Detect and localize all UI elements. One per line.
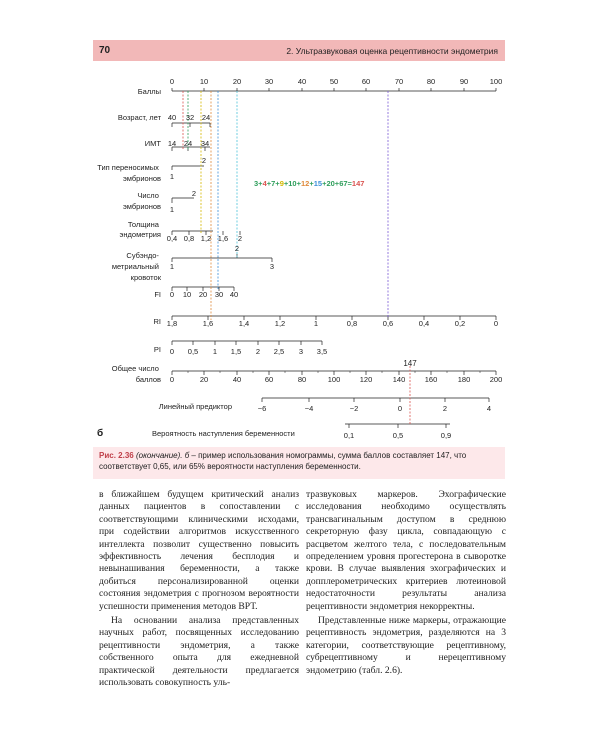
tick-label: 2 [201,156,207,165]
sum-operator: + [296,179,301,188]
body-column-left [99,489,299,690]
points-scale-ticks [172,88,496,91]
tick-label: 1,4 [238,319,250,328]
tick-label: 30 [214,290,224,299]
sum-operator: + [309,179,314,188]
tick-label: 0 [169,290,175,299]
sum-term: 20 [326,179,335,188]
tick-label: 2 [255,347,261,356]
tick-label: 3,5 [316,347,328,356]
row-label-ri: RI [153,317,161,326]
tick-label: 40 [229,290,239,299]
sum-operator: + [334,179,340,188]
tick-label: 0,8 [346,319,358,328]
tick-label: 0,1 [343,431,355,440]
row-label-age: Возраст, лет [117,113,161,122]
tick-label: 1,2 [274,319,286,328]
tick-label: 1 [169,172,175,181]
tick-label: 0,9 [440,431,452,440]
tick-label: 0,4 [166,234,178,243]
tick-label: 4 [486,404,492,413]
row-label-fi: FI [154,290,161,299]
tick-label: 180 [457,375,471,384]
figure-label: Рис. 2.36 [99,451,134,460]
sum-operator: = [347,179,352,188]
tick-label: 60 [264,375,274,384]
tick-label: 1 [169,205,175,214]
chapter-title: 2. Ультразвуковая оценка рецептивности эндометрия [286,46,498,56]
tick-label: 40 [297,77,307,86]
tick-label: 0 [493,319,499,328]
tick-label: 0,5 [187,347,199,356]
tick-label: 1,2 [200,234,212,243]
figure-caption-italic: (окончание). б [135,451,190,460]
tick-label: 2,5 [273,347,285,356]
sum-term: 12 [300,179,310,188]
paragraph: тразвуковых маркеров. Эхографические исследования необходимо осуществлять трансвагинальным доступом в среднюю секреторную фазу цикла, совпадающую с расцветом желтого тела, с последовательным определением уровня прогестерона в сыворотке крови. В случае выявления эхографических и допплерометрических критериев лютеиновой недостаточности результаты анализа рецептивности эндометрия некорректны. [306,489,506,612]
tick-label: 160 [424,375,438,384]
tick-label: 24 [201,113,211,122]
tick-label: 1,6 [217,234,229,243]
sum-term: 4 [262,179,267,188]
tick-label: 2 [191,189,197,198]
tick-label: 10 [182,290,192,299]
sum-operator: + [258,179,263,188]
tick-label: 40 [167,113,177,122]
tick-label: 80 [426,77,436,86]
tick-label: 200 [489,375,503,384]
row-label-total-points: Общее число баллов [111,364,161,384]
tick-label: 14 [167,139,177,148]
tick-label: 100 [489,77,503,86]
tick-label: 0 [397,404,403,413]
row-label-pi: PI [153,345,161,354]
tick-label: 40 [232,375,242,384]
tick-label: 50 [329,77,339,86]
row-label-points: Баллы [137,87,161,96]
tick-label: 34 [200,139,210,148]
figure-caption-text: – пример использования номограммы, сумма баллов составляет 147, что соответствует 0,65, или 65% вероятности наступления беременности. [99,451,467,471]
tick-label: 1 [169,262,175,271]
sum-operator: + [275,179,280,188]
tick-label: 20 [232,77,242,86]
paragraph: Представленные ниже маркеры, отражающие рецептивность эндометрия, разделяются на 3 категории, соответствующие рецептивному, субрецептивному и нерецептивному эндометрию (табл. 2.6). [306,615,506,676]
tick-label: 80 [297,375,307,384]
sum-total: 147 [351,179,365,188]
tick-label: 2 [442,404,448,413]
figure-caption [99,451,503,472]
sum-term: 67 [339,179,348,188]
sum-term: 15 [313,179,323,188]
tick-label: 20 [199,375,209,384]
tick-label: 120 [359,375,373,384]
sum-term: 10 [288,179,297,188]
tick-label: 100 [327,375,341,384]
sum-operator: + [266,179,272,188]
tick-label: 2 [237,234,243,243]
tick-label: 3 [269,262,275,271]
tick-label: 0,6 [382,319,394,328]
tick-label: 1,6 [202,319,214,328]
row-label-embryo-type: Тип переносимых эмбрионов [97,163,161,183]
page-number: 70 [99,45,111,56]
tick-label: −4 [304,404,314,413]
total-marker-label: 147 [403,359,417,368]
body-column-right [306,489,506,677]
row-label-probability: Вероятность наступления беременности [152,429,295,438]
row-label-linear-predictor: Линейный предиктор [158,402,232,411]
sum-term: 3 [254,179,259,188]
tick-label: 70 [394,77,404,86]
panel-letter: б [97,428,104,439]
tick-label: 0,2 [454,319,466,328]
tick-label: 1 [212,347,218,356]
tick-label: 0,4 [418,319,430,328]
tick-label: 3 [298,347,304,356]
tick-label: 1 [313,319,319,328]
tick-label: 90 [459,77,469,86]
tick-label: 1,5 [230,347,242,356]
tick-label: 10 [199,77,209,86]
paragraph: в ближайшем будущем критический анализ данных пациентов в сопоставлении с соответствующими клиническими исходами, при содействии алгоритмов искусственного интеллекта позволит существенно повысить эффективность лечения бесплодия и невынашивания беременности, а также добиться персонализированной оценки состояния эндометрия с прогнозом вероятности успешности применения методов ВРТ. [99,489,299,612]
tick-label: 60 [361,77,371,86]
tick-label: 0,8 [183,234,195,243]
tick-label: −2 [349,404,359,413]
sum-formula [254,179,364,188]
row-label-endometrial-thickness: Толщина эндометрия [119,220,161,239]
sum-operator: + [283,179,289,188]
tick-label: −6 [257,404,267,413]
sum-term: 9 [279,179,284,188]
sum-operator: + [322,179,327,188]
tick-label: 0 [169,77,175,86]
tick-label: 1,8 [166,319,178,328]
tick-label: 2 [234,244,240,253]
sum-term: 7 [271,179,276,188]
tick-label: 140 [392,375,406,384]
tick-label: 32 [185,113,195,122]
paragraph: На основании анализа представленных научных работ, посвященных исследованию рецептивности эндометрия, а также собственного опыта для ежедневной практической деятельности предлагается использовать совокупность уль- [99,615,299,689]
row-label-embryo-count: Число эмбрионов [122,191,161,211]
row-label-bmi: ИМТ [144,139,161,148]
tick-label: 20 [198,290,208,299]
row-label-subendometrial-flow: Субэндо- метриальный кровоток [111,251,161,282]
tick-label: 30 [264,77,274,86]
tick-label: 24 [183,139,193,148]
tick-label: 0,5 [392,431,404,440]
tick-label: 0 [169,347,175,356]
tick-label: 0 [169,375,175,384]
